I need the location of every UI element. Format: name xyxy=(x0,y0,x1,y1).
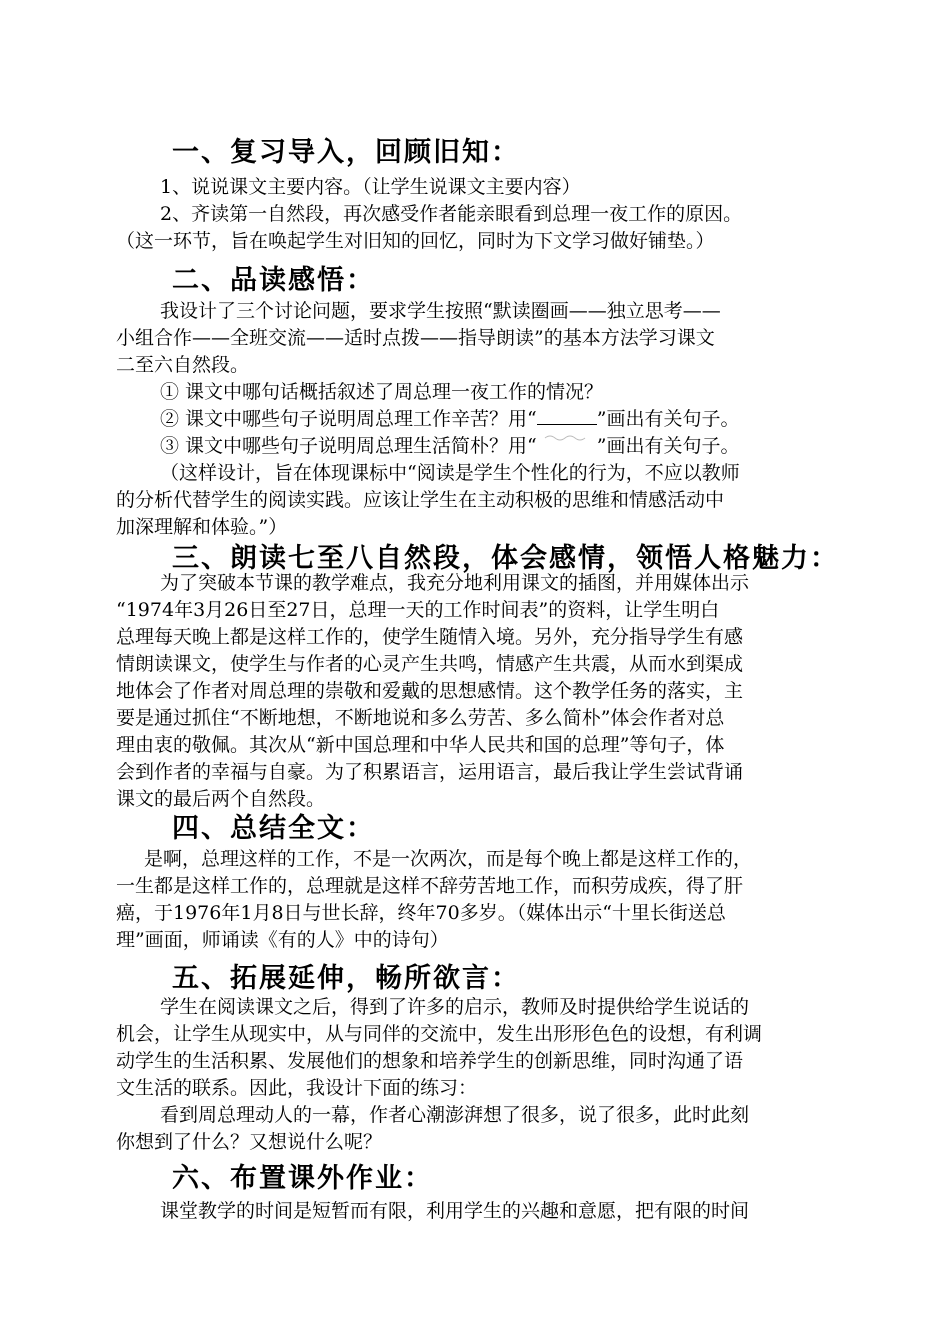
question-2-start: ② 课文中哪些句子说明周总理工作辛苦？用“ xyxy=(160,408,537,430)
section-2-body xyxy=(116,298,838,541)
text-line: 小组合作——全班交流——适时点拨——指导朗读”的基本方法学习课文 xyxy=(116,327,715,349)
text-line: 机会，让学生从现实中，从与同伴的交流中，发生出形形色色的设想，有利调 xyxy=(116,1023,763,1045)
text-line: 理”画面，师诵读《有的人》中的诗句） xyxy=(116,929,449,951)
section-4-body xyxy=(116,846,838,954)
text-line: （这样设计，旨在体现课标中“阅读是学生个性化的行为，不应以教师 xyxy=(160,462,740,484)
question-3-start: ③ 课文中哪些句子说明周总理生活简朴？用“ xyxy=(160,435,537,457)
wavy-underline-blank xyxy=(537,434,597,452)
section-1-body xyxy=(116,174,838,255)
section-3-body xyxy=(116,570,838,813)
text-line: 课堂教学的时间是短暂而有限，利用学生的兴趣和意愿，把有限的时间 xyxy=(160,1200,750,1222)
question-2 xyxy=(116,406,838,433)
text-line: 文生活的联系。因此，我设计下面的练习： xyxy=(116,1077,478,1099)
text-line: “1974年3月26日至27日，总理一天的工作时间表”的资料，让学生明白 xyxy=(116,599,720,621)
section-heading-3: 三、朗读七至八自然段，体会感情，领悟人格魅力： xyxy=(172,543,839,574)
text-line: 要是通过抓住“不断地想，不断地说和多么劳苦、多么简朴”体会作者对总 xyxy=(116,707,725,729)
text-line: 我设计了三个讨论问题，要求学生按照“默读圈画——独立思考—— xyxy=(160,300,721,322)
question-3 xyxy=(116,433,838,460)
text-line: 情朗读课文，使学生与作者的心灵产生共鸣，情感产生共震，从而水到渠成 xyxy=(116,653,744,675)
text-line: 动学生的生活积累、发展他们的想象和培养学生的创新思维，同时沟通了语 xyxy=(116,1050,744,1072)
text-line: 癌，于1976年1月8日与世长辞，终年70多岁。（媒体出示“十里长街送总 xyxy=(116,902,726,924)
section-heading-2: 二、品读感悟： xyxy=(172,265,375,296)
text-line: 理由衷的敬佩。其次从“新中国总理和中华人民共和国的总理”等句子，体 xyxy=(116,734,725,756)
text-line: 的分析代替学生的阅读实践。应该让学生在主动积极的思维和情感活动中 xyxy=(116,489,725,511)
text-line: （这一环节，旨在唤起学生对旧知的回忆，同时为下文学习做好铺垫。） xyxy=(116,230,715,252)
question-3-end: ”画出有关句子。 xyxy=(596,435,740,457)
text-line: 看到周总理动人的一幕，作者心潮澎湃想了很多，说了很多，此时此刻 xyxy=(160,1104,750,1126)
section-6-body xyxy=(116,1198,838,1225)
underline-blank xyxy=(537,406,597,425)
text-line: 1、说说课文主要内容。（让学生说课文主要内容） xyxy=(160,176,581,198)
text-line: 总理每天晚上都是这样工作的，使学生随情入境。另外，充分指导学生有感 xyxy=(116,626,744,648)
text-line: 一生都是这样工作的，总理就是这样不辞劳苦地工作，而积劳成疾，得了肝 xyxy=(116,875,744,897)
section-heading-5: 五、拓展延伸，畅所欲言： xyxy=(172,963,520,994)
text-line: 地体会了作者对周总理的崇敬和爱戴的思想感情。这个教学任务的落实，主 xyxy=(116,680,744,702)
section-heading-4: 四、总结全文： xyxy=(172,813,375,844)
section-5-body xyxy=(116,994,838,1156)
text-line: 是啊，总理这样的工作，不是一次两次，而是每个晚上都是这样工作的， xyxy=(144,848,753,870)
section-heading-6: 六、布置课外作业： xyxy=(172,1163,433,1194)
text-line: 为了突破本节课的教学难点，我充分地利用课文的插图，并用媒体出示 xyxy=(160,572,750,594)
question-1: ① 课文中哪句话概括叙述了周总理一夜工作的情况？ xyxy=(160,381,604,403)
text-line: 加深理解和体验。”） xyxy=(116,516,288,538)
text-line: 你想到了什么？又想说什么呢？ xyxy=(116,1131,383,1153)
text-line: 会到作者的幸福与自豪。为了积累语言，运用语言，最后我让学生尝试背诵 xyxy=(116,761,744,783)
text-line: 课文的最后两个自然段。 xyxy=(116,788,326,810)
question-2-end: ”画出有关句子。 xyxy=(596,408,740,430)
section-heading-1: 一、复习导入，回顾旧知： xyxy=(172,137,520,168)
text-line: 2、齐读第一自然段，再次感受作者能亲眼看到总理一夜工作的原因。 xyxy=(160,203,743,225)
text-line: 学生在阅读课文之后，得到了许多的启示，教师及时提供给学生说话的 xyxy=(160,996,750,1018)
text-line: 二至六自然段。 xyxy=(116,354,250,376)
